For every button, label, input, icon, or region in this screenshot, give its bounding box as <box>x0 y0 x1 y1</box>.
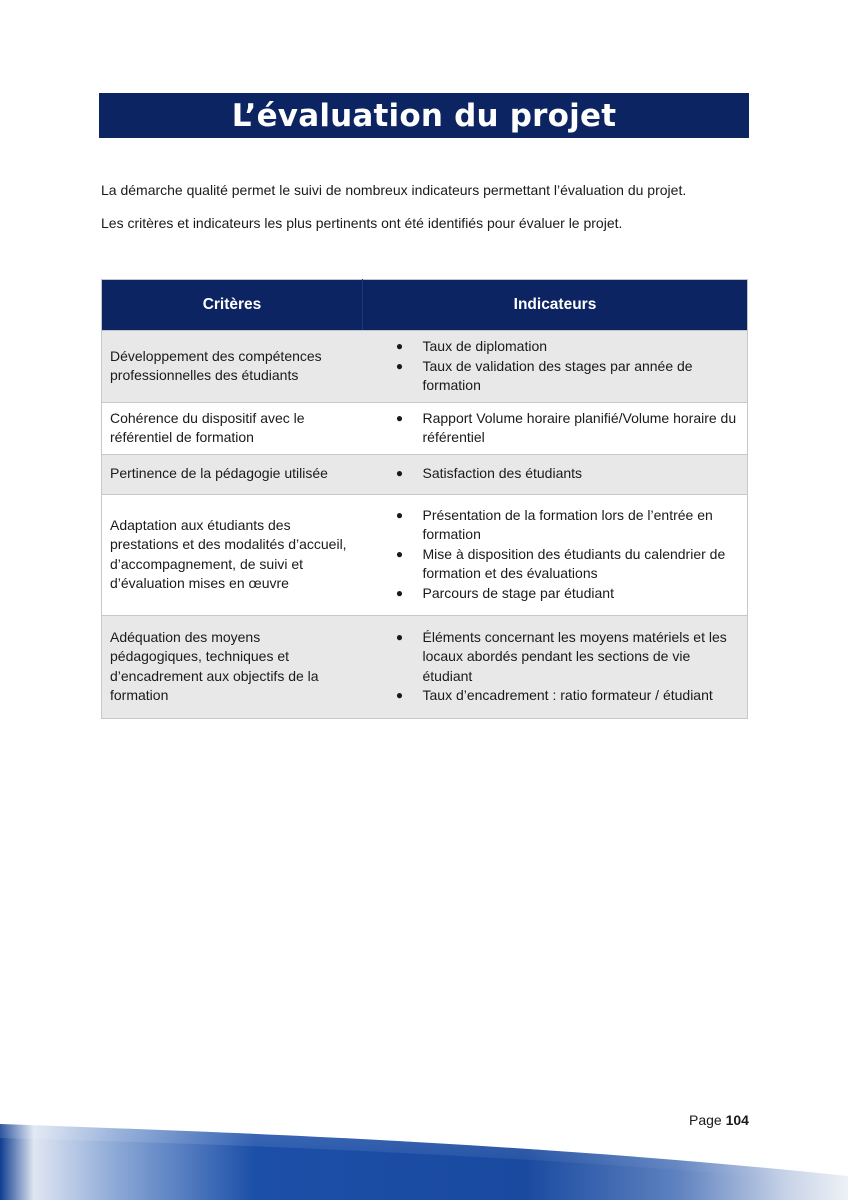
indicator-item: ● Taux de validation des stages par année de formation <box>393 357 740 396</box>
indicator-item: ● Taux de diplomation <box>393 337 740 357</box>
indicators-cell <box>363 454 748 494</box>
page-label: Page <box>689 1112 722 1128</box>
table-row <box>102 494 748 615</box>
criterion-cell: Développement des compétences professionnelles des étudiants <box>102 331 363 403</box>
bullet-icon: ● <box>395 410 404 425</box>
bullet-icon: ● <box>395 688 404 702</box>
indicator-item: ● Éléments concernant les moyens matériels et les locaux abordés pendant les sections de vie étudiant <box>393 628 740 687</box>
bullet-icon: ● <box>395 546 404 561</box>
indicator-item: ● Taux d’encadrement : ratio formateur / étudiant <box>393 686 740 706</box>
criterion-cell: Adaptation aux étudiants des prestations et des modalités d’accueil, d’accompagnement, de suivi et d’évaluation mises en œuvre <box>102 494 363 615</box>
table-row <box>102 331 748 403</box>
bullet-icon: ● <box>395 629 404 644</box>
table-row <box>102 454 748 494</box>
evaluation-table <box>101 279 748 719</box>
indicators-cell <box>363 402 748 454</box>
page-title: L’évaluation du projet <box>231 97 617 134</box>
indicators-cell <box>363 331 748 403</box>
bullet-icon: ● <box>395 585 404 600</box>
intro-paragraph: La démarche qualité permet le suivi de nombreux indicateurs permettant l’évaluation du projet. <box>101 182 687 198</box>
indicator-item: ● Rapport Volume horaire planifié/Volume horaire du référentiel <box>393 409 740 448</box>
indicators-header: Indicateurs <box>363 280 748 331</box>
bullet-icon: ● <box>395 358 404 373</box>
table-row <box>102 615 748 718</box>
intro-paragraph: Les critères et indicateurs les plus pertinents ont été identifiés pour évaluer le projet. <box>101 215 623 231</box>
indicator-item: ● Parcours de stage par étudiant <box>393 584 740 604</box>
footer-decoration <box>0 1124 848 1200</box>
bullet-icon: ● <box>395 507 404 522</box>
criterion-cell: Adéquation des moyens pédagogiques, techniques et d’encadrement aux objectifs de la formation <box>102 615 363 718</box>
indicators-cell <box>363 615 748 718</box>
indicator-item: ● Présentation de la formation lors de l’entrée en formation <box>393 506 740 545</box>
criteria-header: Critères <box>102 280 363 331</box>
bullet-icon: ● <box>395 466 404 481</box>
criterion-cell: Pertinence de la pédagogie utilisée <box>102 454 363 494</box>
table-row <box>102 402 748 454</box>
bullet-icon: ● <box>395 339 404 353</box>
criterion-cell: Cohérence du dispositif avec le référentiel de formation <box>102 402 363 454</box>
page-number-value: 104 <box>725 1112 749 1128</box>
indicators-cell <box>363 494 748 615</box>
indicator-item: ● Mise à disposition des étudiants du calendrier de formation et des évaluations <box>393 545 740 584</box>
title-banner <box>99 93 749 138</box>
indicator-item: ● Satisfaction des étudiants <box>393 464 740 484</box>
table-header-row <box>102 280 748 331</box>
